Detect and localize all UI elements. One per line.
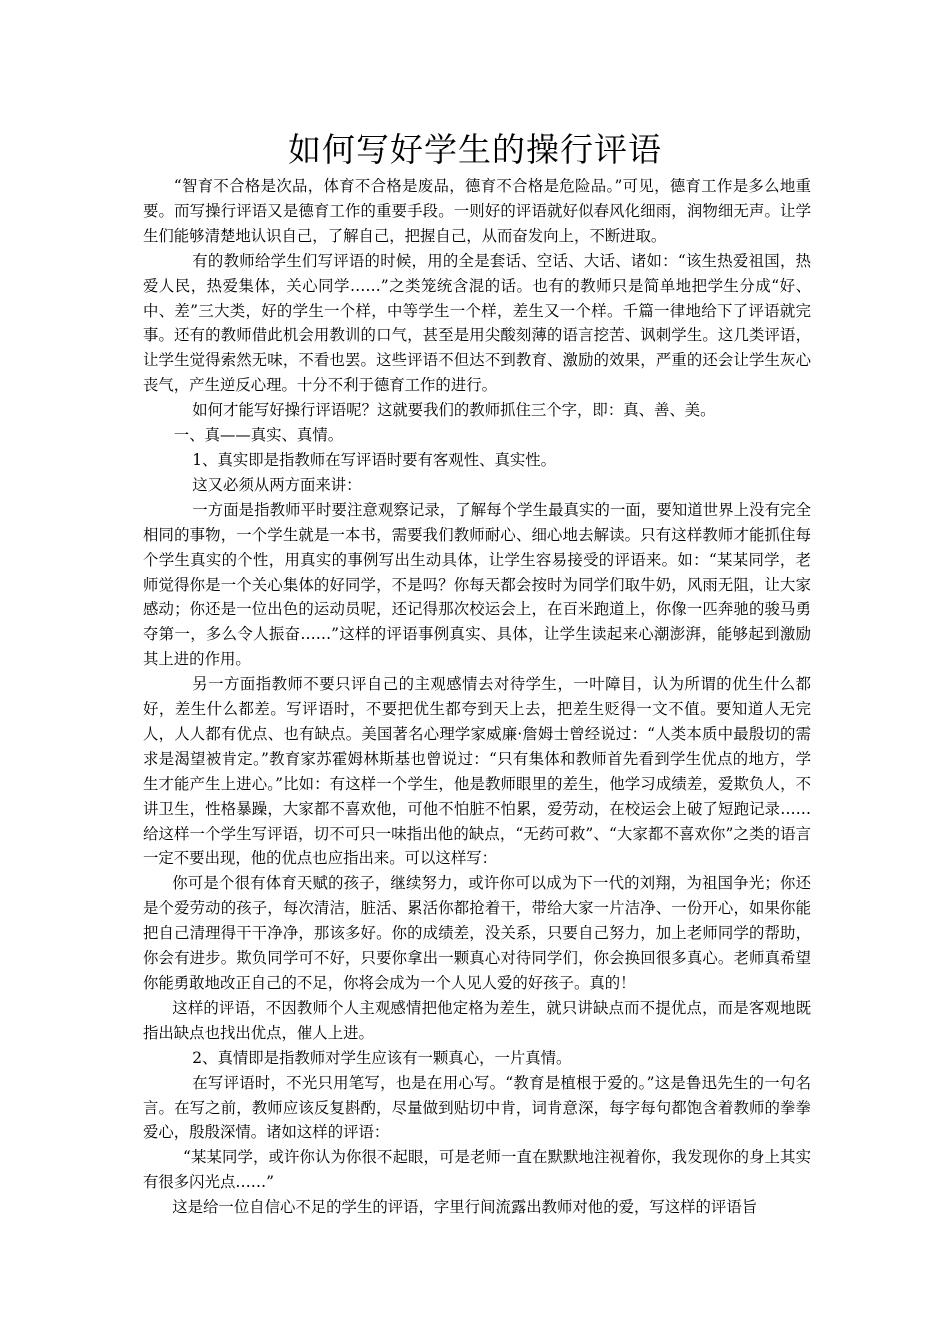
sample-comment: 你可是个很有体育天赋的孩子，继续努力，或许你可以成为下一代的刘翔，为祖国争光；你还是个爱劳动的孩子，每次清洁，脏活、累活你都抢着干，带给大家一片洁净、一份开心，如果你能把自己清理得干干净净，那该多好。你的成绩差，没关系，只要自己努力，加上老师同学的帮助，你会有进步。欺负同学可不好，只要你拿出一颗真心对待同学们，你会换回很多真心。老师真希望你能勇敢地改正自己的不足，你将会成为一个人见人爱的好孩子。真的！ [143,874,811,992]
subsection-heading: 1、真实即是指教师在写评语时要有客观性、真实性。 [192,450,557,469]
section-heading: 一、真——真实、真情。 [173,426,344,445]
paragraph: 另一方面指教师不要只评自己的主观感情去对待学生，一叶障目，认为所谓的优生什么都好，差生什么都差。写评语时，不要把优生都夸到天上去，把差生贬得一文不值。要知道人无完人，人人都有优点、也有缺点。美国著名心理学家威廉·詹姆士曾经说过：“人类本质中最殷切的需求是渴望被肯定。”教育家苏霍姆林斯基也曾说过：“只有集体和教师首先看到学生优点的地方，学生才能产生上进心。”比如：有这样一个学生，他是教师眼里的差生，他学习成绩差，爱欺负人，不讲卫生，性格暴躁，大家都不喜欢他，可他不怕脏不怕累，爱劳动，在校运会上破了短跑记录……给这样一个学生写评语，切不可只一味指出他的缺点，“无药可救”、“大家都不喜欢你”之类的语言一定不要出现，他的优点也应指出来。可以这样写： [143,675,811,868]
sample-comment: “某某同学，或许你认为你很不起眼，可是老师一直在默默地注视着你，我发现你的身上其实有很多闪光点……” [143,1148,811,1192]
paragraph: 有的教师给学生们写评语的时候，用的全是套话、空话、大话、诸如：“该生热爱祖国，热爱人民，热爱集体，关心同学……”之类笼统含混的话。也有的教师只是简单地把学生分成“好、中、差”三大类，好的学生一个样，中等学生一个样，差生又一个样。千篇一律地给下了评语就完事。还有的教师借此机会用教训的口气，甚至是用尖酸刻薄的语言挖苦、讽刺学生。这几类评语，让学生觉得索然无味，不看也罢。这些评语不但达不到教育、激励的效果，严重的还会让学生灰心丧气，产生逆反心理。十分不利于德育工作的进行。 [143,251,811,395]
paragraph: “智育不合格是次品，体育不合格是废品，德育不合格是危险品。”可见，德育工作是多么地重要。而写操行评语又是德育工作的重要手段。一则好的评语就好似春风化细雨，润物细无声。让学生们能够清楚地认识自己，了解自己，把握自己，从而奋发向上，不断进取。 [143,177,811,245]
subsection-heading: 2、真情即是指教师对学生应该有一颗真心，一片真情。 [192,1048,572,1067]
paragraph: 这样的评语，不因教师个人主观感情把他定格为差生，就只讲缺点而不提优点，而是客观地既指出缺点也找出优点，催人上进。 [143,998,811,1042]
paragraph: 这又必须从两方面来讲： [192,475,362,494]
paragraph: 这是给一位自信心不足的学生的评语，字里行间流露出教师对他的爱，写这样的评语旨 [172,1198,758,1217]
paragraph: 一方面是指教师平时要注意观察记录，了解每个学生最真实的一面，要知道世界上没有完全相同的事物，一个学生就是一本书，需要我们教师耐心、细心地去解读。只有这样教师才能抓住每个学生真实的个性，用真实的事例写出生动具体，让学生容易接受的评语来。如：“某某同学，老师觉得你是一个关心集体的好同学，不是吗？你每天都会按时为同学们取牛奶，风雨无阻，让大家感动；你还是一位出色的运动员呢，还记得那次校运会上，在百米跑道上，你像一匹奔驰的骏马勇夺第一，多么令人振奋……”这样的评语事例真实、具体，让学生读起来心潮澎湃，能够起到激励其上进的作用。 [143,500,811,669]
paragraph: 如何才能写好操行评语呢？这就要我们的教师抓住三个字，即：真、善、美。 [192,401,716,420]
document-body [143,174,811,1220]
page-title: 如何写好学生的操行评语 [288,130,662,169]
paragraph: 在写评语时，不光只用笔写，也是在用心写。“教育是植根于爱的。”这是鲁迅先生的一句名言。在写之前，教师应该反复斟酌，尽量做到贴切中肯，词肯意深，每字每句都饱含着教师的拳拳爱心，殷殷深情。诸如这样的评语： [143,1073,811,1142]
